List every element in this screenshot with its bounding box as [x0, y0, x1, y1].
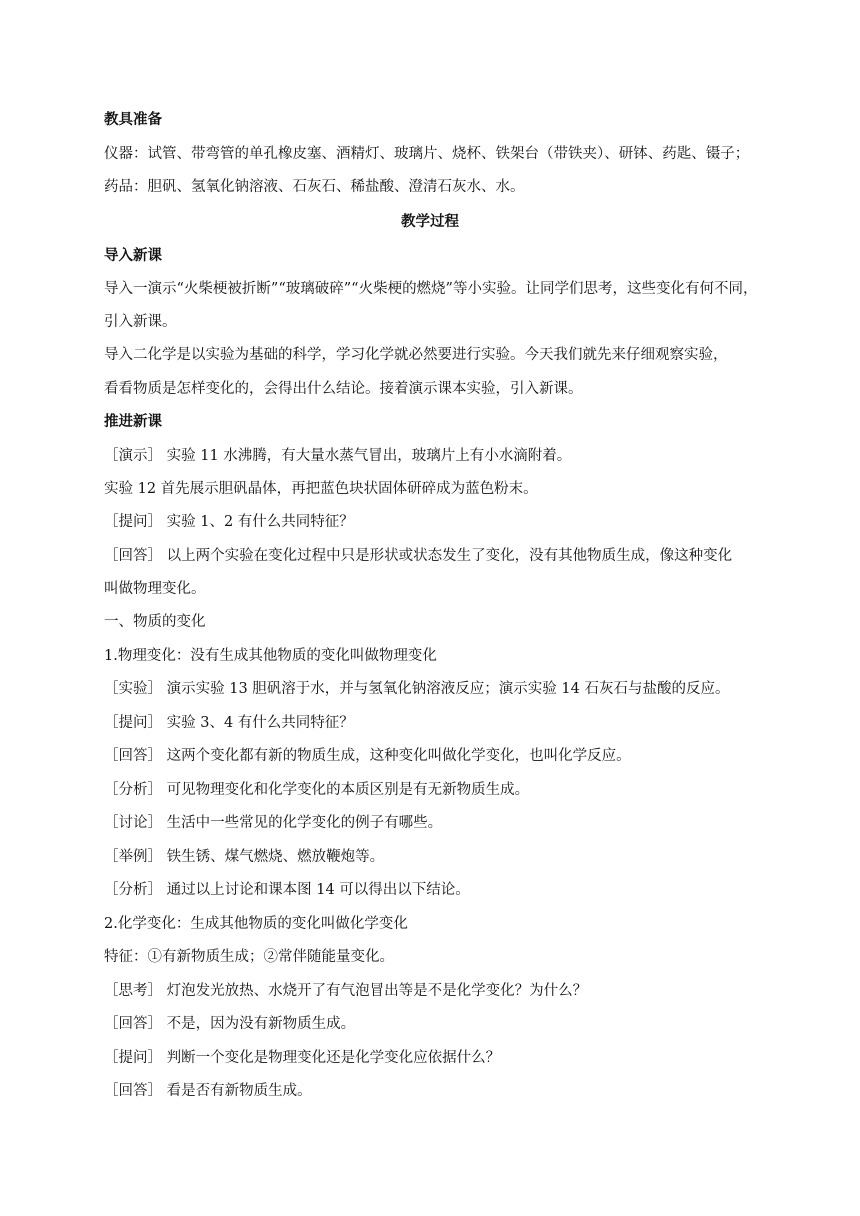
paragraph-4-line2: 叫做物理变化。: [104, 581, 206, 597]
intro2-line2: 看看物质是怎样变化的，会得出什么结论。接着演示课本实验，引入新课。: [104, 381, 583, 397]
paragraph-17: ［回答］ 不是，因为没有新物质生成。: [104, 1016, 356, 1032]
paragraph-16: ［思考］ 灯泡发光放热、水烧开了有气泡冒出等是不是化学变化？为什么？: [104, 983, 588, 999]
intro-heading: 导入新课: [104, 248, 162, 264]
section-heading-1: 一、物质的变化: [104, 614, 206, 630]
intro1-line2: 引入新课。: [104, 314, 177, 330]
paragraph-18: ［提问］ 判断一个变化是物理变化还是化学变化应依据什么？: [104, 1050, 501, 1066]
process-title: 教学过程: [401, 214, 459, 230]
teaching-tools-heading: 教具准备: [104, 112, 162, 128]
paragraph-11: ［讨论］ 生活中一些常见的化学变化的例子有哪些。: [104, 815, 443, 831]
paragraph-8: ［提问］ 实验 3、4 有什么共同特征？: [104, 715, 354, 731]
paragraph-19: ［回答］ 看是否有新物质生成。: [104, 1083, 312, 1099]
intro1-line1: 导入一演示“火柴梗被折断”“玻璃破碎”“火柴梗的燃烧”等小实验。让同学们思考，这些变化有何不同，: [104, 281, 758, 297]
intro2-line1: 导入二化学是以实验为基础的科学，学习化学就必然要进行实验。今天我们就先来仔细观察实验，: [104, 347, 728, 363]
paragraph-4-line1: ［回答］ 以上两个实验在变化过程中只是形状或状态发生了变化，没有其他物质生成，像这种变化: [104, 548, 733, 564]
paragraph-7: ［实验］ 演示实验 13 胆矾溶于水，并与氢氧化钠溶液反应；演示实验 14 石灰石与盐酸的反应。: [104, 681, 730, 697]
instruments-line: 仪器：试管、带弯管的单孔橡皮塞、酒精灯、玻璃片、烧杯、铁架台（带铁夹）、研钵、药匙、镊子；: [104, 146, 750, 162]
paragraph-10: ［分析］ 可见物理变化和化学变化的本质区别是有无新物质生成。: [104, 782, 530, 798]
advance-heading: 推进新课: [104, 414, 162, 430]
physical-change-definition: 1.物理变化：没有生成其他物质的变化叫做物理变化: [104, 648, 437, 664]
paragraph-12: ［举例］ 铁生锈、煤气燃烧、燃放鞭炮等。: [104, 849, 385, 865]
paragraph-3: ［提问］ 实验 1、2 有什么共同特征？: [104, 514, 354, 530]
paragraph-15: 特征：①有新物质生成；②常伴随能量变化。: [104, 949, 394, 965]
paragraph-13: ［分析］ 通过以上讨论和课本图 14 可以得出以下结论。: [104, 882, 470, 898]
paragraph-9: ［回答］ 这两个变化都有新的物质生成，这种变化叫做化学变化，也叫化学反应。: [104, 748, 631, 764]
paragraph-1: ［演示］ 实验 11 水沸腾，有大量水蒸气冒出，玻璃片上有小水滴附着。: [104, 448, 572, 464]
paragraph-2: 实验 12 首先展示胆矾晶体，再把蓝色块状固体研碎成为蓝色粉末。: [104, 481, 538, 497]
reagents-line: 药品：胆矾、氢氧化钠溶液、石灰石、稀盐酸、澄清石灰水、水。: [104, 179, 525, 195]
chemical-change-definition: 2.化学变化：生成其他物质的变化叫做化学变化: [104, 916, 408, 932]
